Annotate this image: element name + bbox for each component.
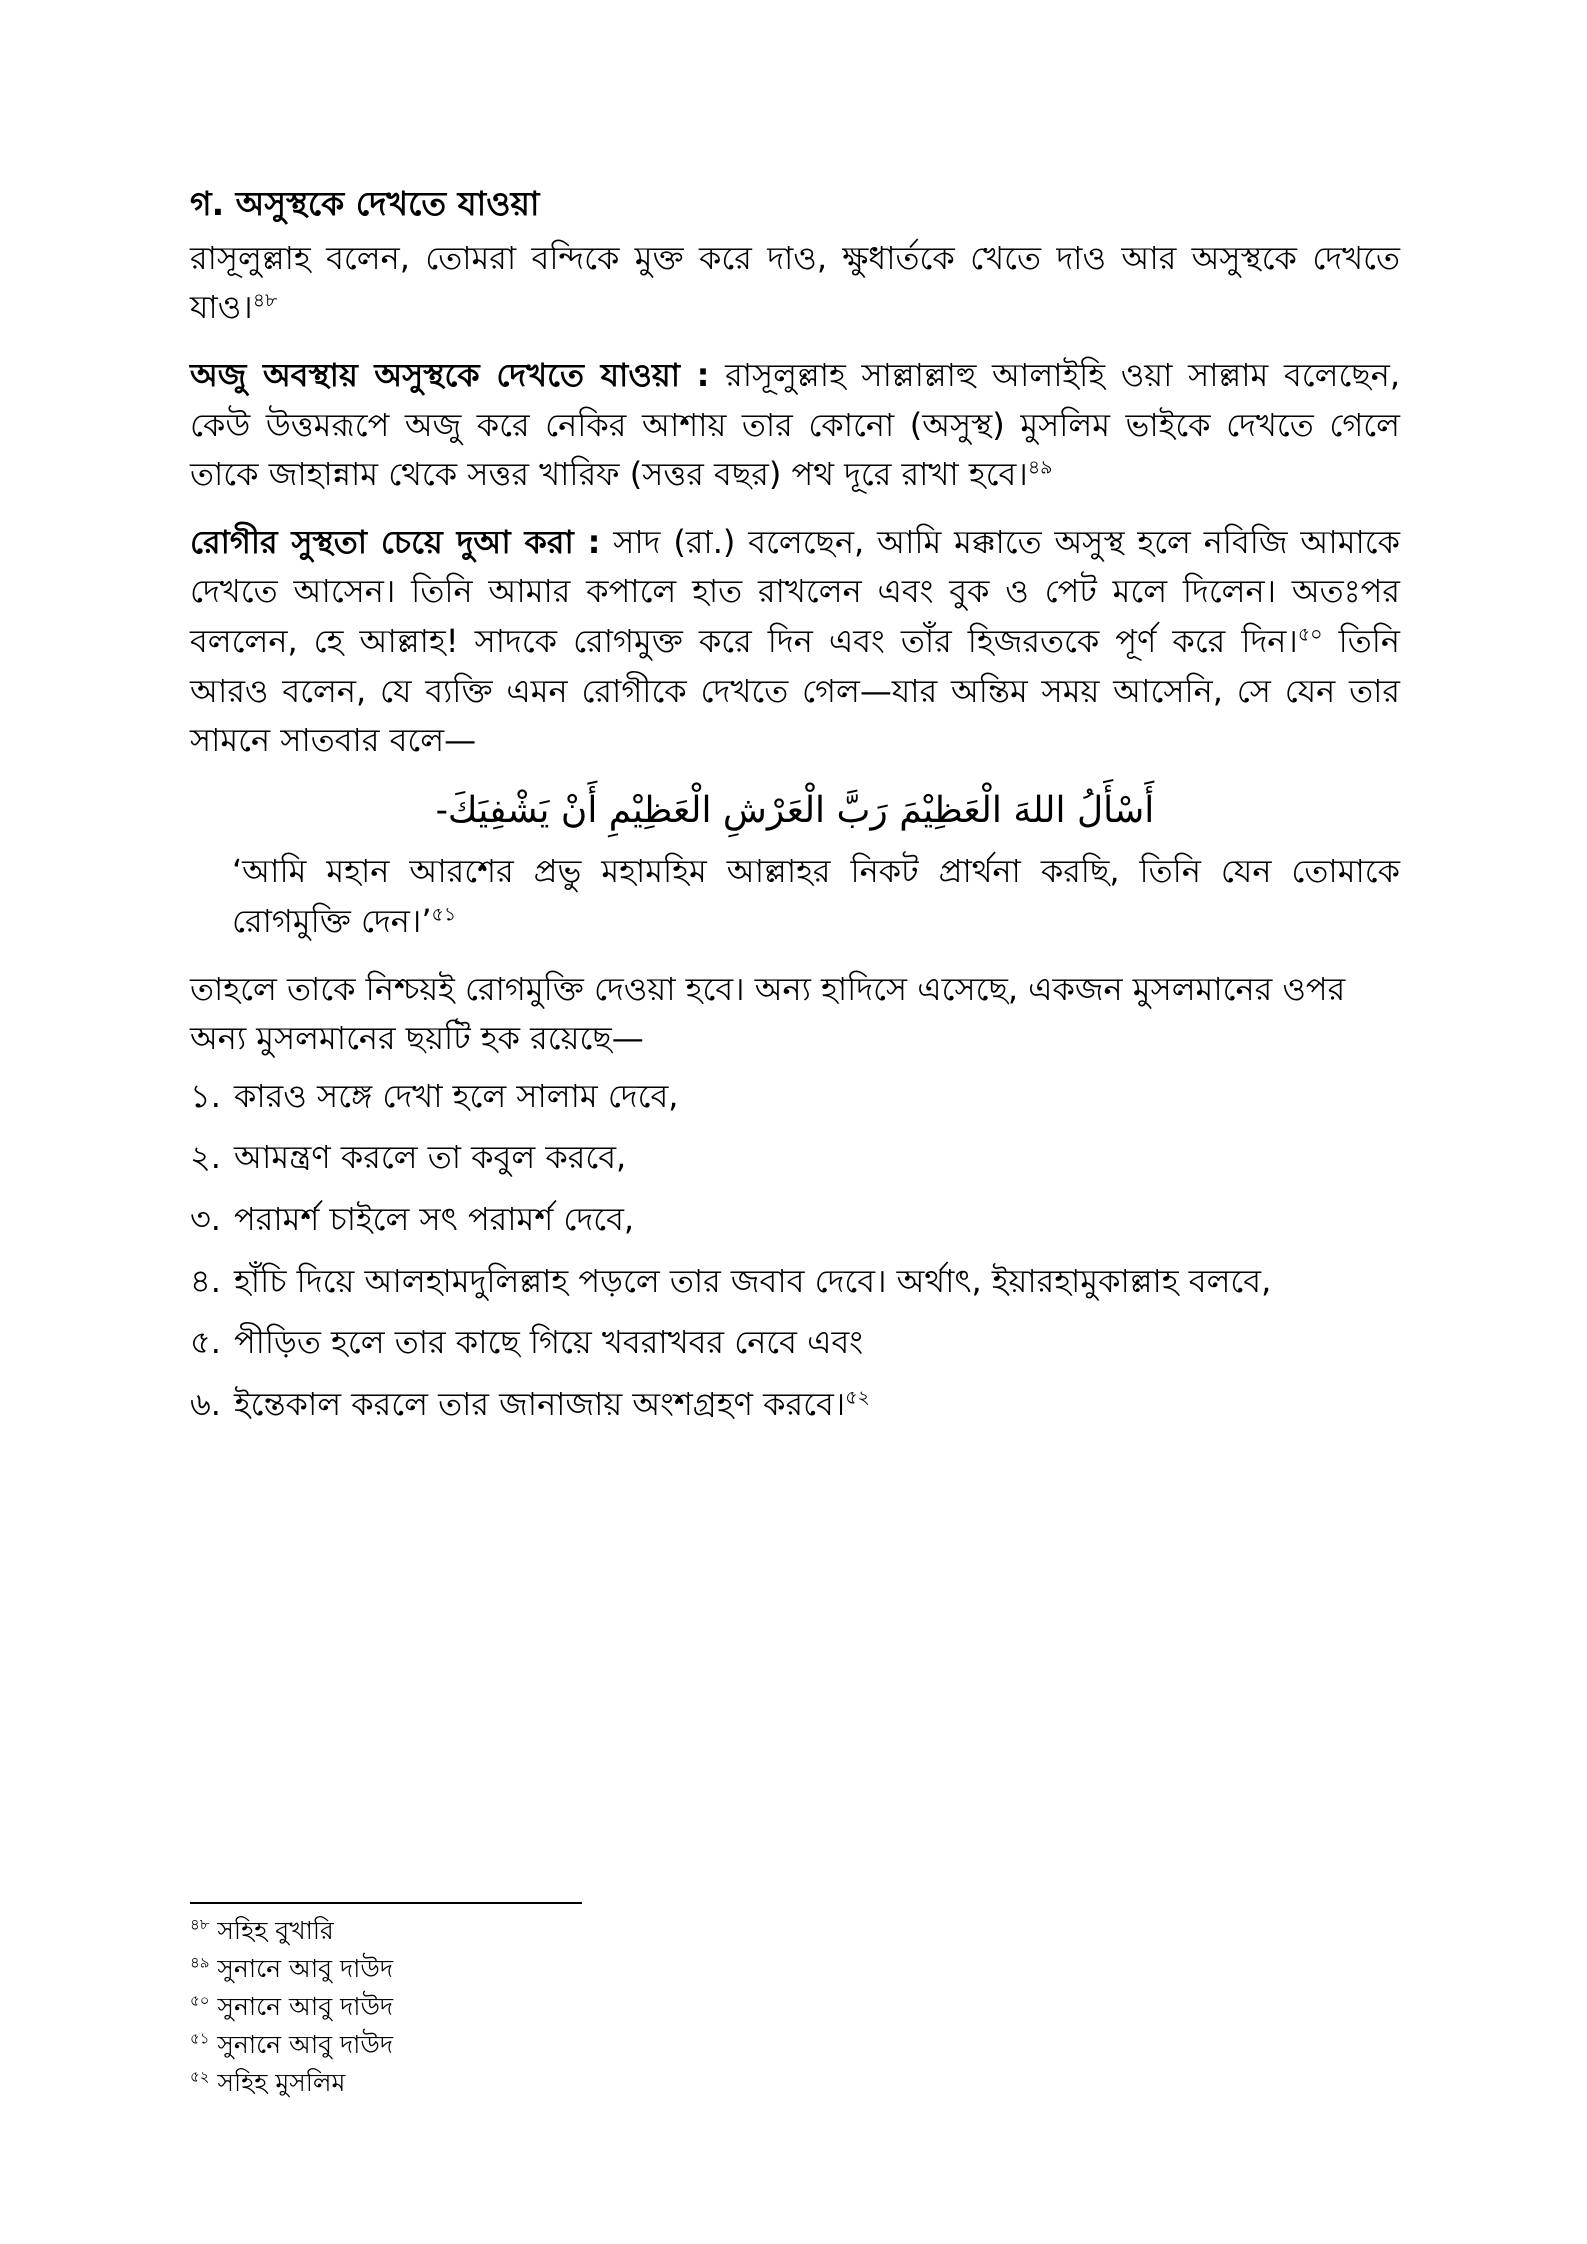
footnote-text: সহিহ মুসলিম [209, 2068, 346, 2097]
list-number: ৩. [190, 1199, 221, 1238]
rights-list [190, 1072, 1400, 1430]
footnotes [190, 1912, 393, 2102]
footnote-number: ৫১ [190, 2029, 210, 2048]
wudu-lead: অজু অবস্থায় অসুস্থকে দেখতে যাওয়া : [190, 356, 710, 395]
list-item [190, 1380, 1400, 1430]
footnote-text: সুনানে আবু দাউদ [209, 2030, 394, 2059]
page-body [190, 180, 1400, 1441]
list-item [190, 1257, 1400, 1307]
footnote-ref-51[interactable]: ৫১ [431, 903, 457, 926]
footnote-text: সুনানে আবু দাউদ [209, 1954, 394, 1983]
dua-text-1: সাদ (রা.) বলেছেন, আমি মক্কাতে অসুস্থ হলে নবিজি আমাকে দেখতে আসেন। তিনি আমার কপালে হাত রাখলেন এবং বুক ও পেট মলে দিলেন। অতঃপর বললেন, হে আল্লাহ! সাদকে রোগমুক্ত করে দিন এবং তাঁর হিজরতকে পূর্ণ করে দিন। [190, 522, 1400, 660]
footnote-number: ৫০ [190, 1991, 210, 2010]
footnote-divider [190, 1902, 582, 1904]
intro-paragraph [190, 234, 1400, 333]
outro-paragraph: তাহলে তাকে নিশ্চয়ই রোগমুক্তি দেওয়া হবে। অন্য হাদিসে এসেছে, একজন মুসলমানের ওপর অন্য মুসলমানের ছয়টি হক রয়েছে— [190, 969, 1346, 1058]
list-item [190, 1318, 1400, 1368]
footnote-number: ৫২ [190, 2067, 210, 2086]
list-item [190, 1195, 1400, 1245]
arabic-dua: أَسْأَلُ اللهَ الْعَظِيْمَ رَبَّ الْعَرْشِ الْعَظِيْمِ أَنْ يَشْفِيَكَ- [435, 789, 1155, 831]
footnote-text: সহিহ বুখারি [209, 1916, 334, 1945]
list-item [190, 1133, 1400, 1183]
footnote-ref-52[interactable]: ৫২ [845, 1386, 870, 1409]
list-number: ৫. [190, 1323, 221, 1362]
wudu-paragraph [190, 351, 1400, 500]
footnote-item [190, 1912, 393, 1950]
list-text: পীড়িত হলে তার কাছে গিয়ে খবরাখবর নেবে এবং [234, 1323, 864, 1362]
footnote-item [190, 1950, 393, 1988]
footnote-ref-50[interactable]: ৫০ [1297, 623, 1323, 646]
list-text [234, 1380, 1400, 1430]
intro-text: রাসূলুল্লাহ বলেন, তোমরা বন্দিকে মুক্ত করে দাও, ক্ষুধার্তকে খেতে দাও আর অসুস্থকে দেখতে যাও। [190, 238, 1400, 327]
list-number: ১. [190, 1076, 221, 1115]
list-text: কারও সঙ্গে দেখা হলে সালাম দেবে, [234, 1076, 679, 1115]
footnote-item [190, 2026, 393, 2064]
list-text-body: ইন্তেকাল করলে তার জানাজায় অংশগ্রহণ করবে। [234, 1384, 846, 1423]
list-number: ৪. [190, 1261, 221, 1300]
footnote-text: সুনানে আবু দাউদ [209, 1992, 394, 2021]
list-number: ৬. [190, 1384, 221, 1423]
list-text: পরামর্শ চাইলে সৎ পরামর্শ দেবে, [234, 1199, 635, 1238]
translation-text: ‘আমি মহান আরশের প্রভু মহামহিম আল্লাহর নিকট প্রার্থনা করছি, তিনি যেন তোমাকে রোগমুক্তি দেন।’ [232, 852, 1400, 940]
list-item [190, 1072, 1400, 1122]
list-number: ২. [190, 1138, 221, 1177]
dua-paragraph [190, 518, 1400, 766]
footnote-number: ৪৯ [190, 1953, 210, 1972]
wudu-text: রাসূলুল্লাহ সাল্লাল্লাহু আলাইহি ওয়া সাল্লাম বলেছেন, কেউ উত্তমরূপে অজু করে নেকির আশায় তার কোনো (অসুস্থ) মুসলিম ভাইকে দেখতে গেলে তাকে জাহান্নাম থেকে সত্তর খারিফ (সত্তর বছর) পথ দূরে রাখা হবে। [190, 356, 1400, 494]
list-text: হাঁচি দিয়ে আলহামদুলিল্লাহ পড়লে তার জবাব দেবে। অর্থাৎ, ইয়ারহামুকাল্লাহ বলবে, [234, 1261, 1272, 1300]
footnote-ref-48[interactable]: ৪৮ [252, 289, 278, 312]
footnote-number: ৪৮ [190, 1915, 210, 1934]
section-heading: গ. অসুস্থকে দেখতে যাওয়া [190, 184, 540, 223]
footnote-item [190, 1988, 393, 2026]
dua-lead: রোগীর সুস্থতা চেয়ে দুআ করা : [190, 522, 601, 561]
list-text: আমন্ত্রণ করলে তা কবুল করবে, [234, 1138, 627, 1177]
footnote-ref-49[interactable]: ৪৯ [1027, 456, 1053, 479]
footnote-item [190, 2064, 393, 2102]
dua-text-2: তিনি আরও বলেন, যে ব্যক্তি এমন রোগীকে দেখতে গেল—যার অন্তিম সময় আসেনি, সে যেন তার সামনে সাতবার বলে— [190, 622, 1401, 760]
translation-quote [232, 847, 1400, 946]
